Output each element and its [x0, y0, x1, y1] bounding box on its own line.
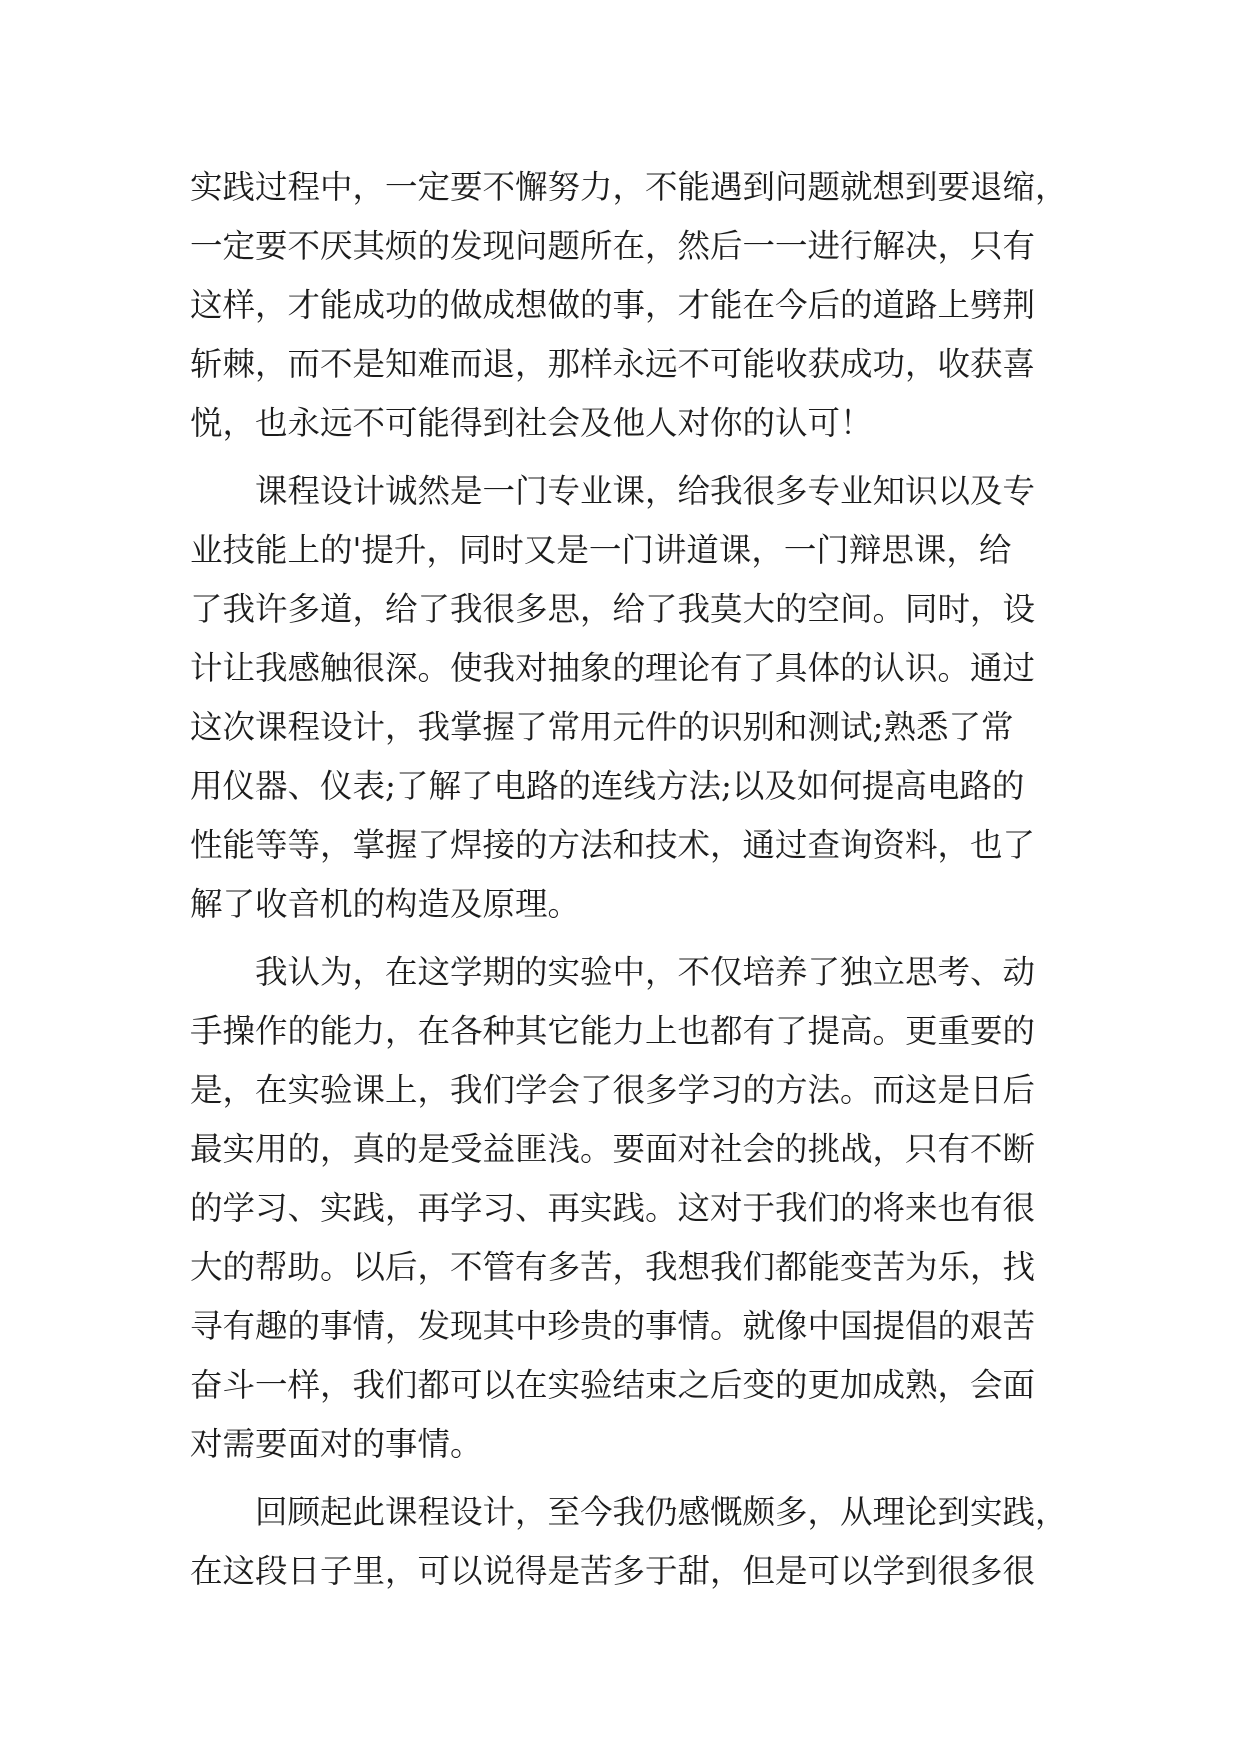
text-line: 性能等等，掌握了焊接的方法和技术，通过查询资料，也了 — [190, 826, 1036, 864]
paragraph-3 — [190, 943, 1050, 1474]
text-line: 悦，也永远不可能得到社会及他人对你的认可！ — [190, 404, 873, 442]
text-line: 这次课程设计，我掌握了常用元件的识别和测试;熟悉了常 — [190, 708, 1014, 746]
text-line: 的学习、实践，再学习、再实践。这对于我们的将来也有很 — [190, 1189, 1036, 1227]
text-line: 一定要不厌其烦的发现问题所在，然后一一进行解决，只有 — [190, 227, 1036, 265]
text-line: 我认为，在这学期的实验中，不仅培养了独立思考、动 — [190, 953, 1036, 991]
text-line: 回顾起此课程设计，至今我仍感慨颇多，从理论到实践， — [190, 1493, 1068, 1531]
text-line: 课程设计诚然是一门专业课，给我很多专业知识以及专 — [190, 472, 1036, 510]
text-line: 手操作的能力，在各种其它能力上也都有了提高。更重要的 — [190, 1012, 1036, 1050]
text-line: 寻有趣的事情，发现其中珍贵的事情。就像中国提倡的艰苦 — [190, 1307, 1036, 1345]
text-line: 最实用的，真的是受益匪浅。要面对社会的挑战，只有不断 — [190, 1130, 1036, 1168]
text-line: 奋斗一样，我们都可以在实验结束之后变的更加成熟，会面 — [190, 1366, 1036, 1404]
text-line: 解了收音机的构造及原理。 — [190, 885, 581, 923]
text-line: 计让我感触很深。使我对抽象的理论有了具体的认识。通过 — [190, 649, 1036, 687]
text-line: 是，在实验课上，我们学会了很多学习的方法。而这是日后 — [190, 1071, 1036, 1109]
text-line: 在这段日子里，可以说得是苦多于甜，但是可以学到很多很 — [190, 1552, 1036, 1590]
body-text — [190, 158, 1068, 1601]
paragraph-2 — [190, 462, 1050, 934]
text-line: 了我许多道，给了我很多思，给了我莫大的空间。同时，设 — [190, 590, 1036, 628]
paragraph-4 — [190, 1483, 1068, 1601]
text-line: 用仪器、仪表;了解了电路的连线方法;以及如何提高电路的 — [190, 767, 1025, 805]
text-line: 大的帮助。以后，不管有多苦，我想我们都能变苦为乐，找 — [190, 1248, 1036, 1286]
paragraph-1 — [190, 158, 1068, 453]
text-line: 对需要面对的事情。 — [190, 1425, 483, 1463]
text-line: 业技能上的'提升，同时又是一门讲道课，一门辩思课，给 — [190, 531, 1012, 569]
text-line: 斩棘，而不是知难而退，那样永远不可能收获成功，收获喜 — [190, 345, 1036, 383]
text-line: 实践过程中，一定要不懈努力，不能遇到问题就想到要退缩， — [190, 168, 1068, 206]
text-line: 这样，才能成功的做成想做的事，才能在今后的道路上劈荆 — [190, 286, 1036, 324]
